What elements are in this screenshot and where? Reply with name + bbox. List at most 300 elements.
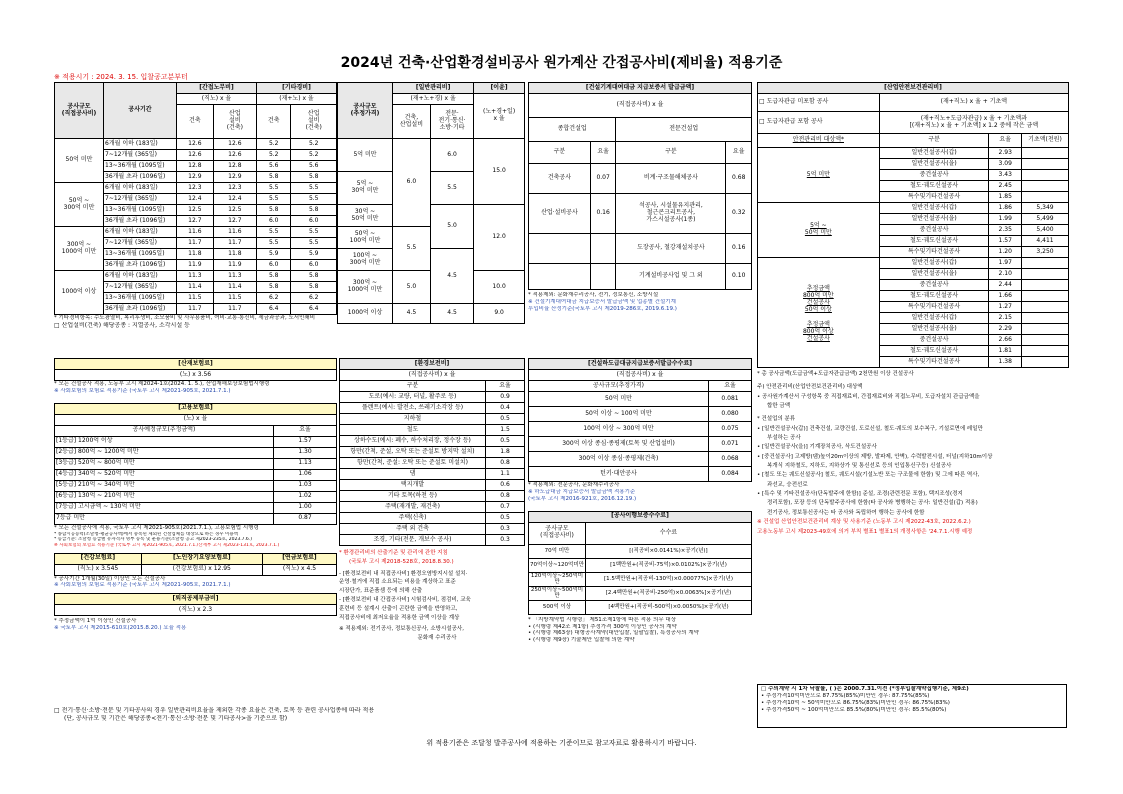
labor-rate: 11.9 [177, 260, 214, 271]
sub-kind: 100억 이상 ~ 300억 미만 [529, 422, 709, 437]
labor-rate: 11.6 [177, 227, 214, 238]
safety-base [1022, 313, 1069, 324]
safety-base: 5,349 [1022, 203, 1069, 214]
safety-note: • [철도 또는 궤도신설공사] 철도, 궤도시설(기설노반 또는 구조물에 한함) 및 그에 따른 역사, [757, 472, 980, 479]
labor-rate: 11.7 [177, 238, 214, 249]
profit-formula: (노+경+일) x 율 [474, 94, 525, 139]
labor-rate: 6.0 [291, 260, 337, 271]
header-plant-2: 산업 설비 (건축) [291, 105, 337, 139]
emp-grade: [1등급] 1200억 이상 [55, 436, 274, 447]
safety-rate: 1.85 [989, 192, 1022, 203]
emp-rate: 1.00 [274, 502, 337, 513]
safety-kind: 일반건설공사(을) [879, 159, 989, 170]
header-env-rate: 요율 [486, 381, 525, 392]
sub-rate: 0.081 [709, 392, 752, 407]
labor-scale: 50억 ~ 300억 미만 [55, 183, 104, 227]
safety-kind: 철도·궤도신설공사 [879, 291, 989, 302]
machine-rate: 0.32 [726, 194, 752, 234]
safety-base [1022, 159, 1069, 170]
emp-rate: 1.13 [274, 458, 337, 469]
labor-rate: 5.8 [291, 205, 337, 216]
header-general-const: 종합건설업 [529, 118, 616, 142]
environment-block [339, 358, 525, 643]
safety-notes [757, 370, 1069, 537]
gen-scale: 300억 ~ 1000억 미만 [338, 271, 393, 304]
safety-note: 부설하는 공사 [767, 435, 801, 442]
health-pension-table [54, 553, 337, 576]
safety-rate: 2.44 [989, 280, 1022, 291]
emp-grade: [4등급] 340억 ~ 520억 미만 [55, 469, 274, 480]
employment-insurance-table [54, 403, 337, 525]
labor-period: 36개월 초과 (1096일) [104, 304, 177, 315]
sub-rate: 0.068 [709, 452, 752, 467]
labor-period: 13~36개월 (1095일) [104, 249, 177, 260]
machine-kind: 비계·구조물해체공사 [616, 164, 726, 194]
labor-rate: 6.2 [256, 293, 290, 304]
env-rate: 0.4 [486, 403, 525, 414]
safety-rate: 2.45 [989, 181, 1022, 192]
labor-rate: 5.2 [291, 150, 337, 161]
header-emp-scale: 공사예정규모(추정금액) [55, 425, 274, 436]
health-note-1: * 공사기간 1개월(30일) 이상인 모든 건설공사 [54, 575, 166, 582]
safety-target: 5억 ~ 50억 미만 [758, 203, 880, 258]
profit-rate: 10.0 [474, 271, 525, 304]
safety-block [757, 82, 1069, 537]
env-note: - [환경보전비 내 간접공사비] 시험검사비, 점검비, 교육 [339, 596, 471, 603]
safety-rate: 1.86 [989, 203, 1022, 214]
safety-kind: 철도·궤도신설공사 [879, 346, 989, 357]
bid-line-2: • 추정가격10억 ~ 50억미만으로 86.75%(83%)미만인 경우: 86.75%(83%) [761, 699, 950, 706]
labor-rate: 6.0 [256, 216, 290, 227]
page-title: 2024년 건축·산업환경설비공사 원가계산 간접공사비(제비율) 적용기준 [340, 55, 783, 71]
machine-rate: 0.16 [726, 234, 752, 264]
header-general-admin: [일반관리비] [393, 83, 474, 94]
sub-rate: 0.084 [709, 467, 752, 482]
perf-fee: [4백만원+(직공비-500억)×0.0050%]×공기(년) [586, 600, 752, 614]
env-formula: (직접공사비) x 율 [340, 370, 525, 381]
labor-rate: 11.4 [213, 282, 256, 293]
bid-line-1: • 추정가격10억미만으로 87.75%(85%)미만인 경우: 87.75%(85%) [761, 692, 930, 699]
general-admin-formula: (재+노+경) x 율 [393, 94, 474, 105]
safety-note: • [일반건설공사(갑)] 건축건설, 교량건설, 도로신설, 철도·궤도의 보수복구, 기설로면에 레일만 [757, 425, 983, 432]
env-rate: 0.5 [486, 513, 525, 524]
labor-period: 7~12개월 (365일) [104, 194, 177, 205]
sub-note-1: * 적용제외: 전문공사, 문화재수리공사 [528, 482, 620, 488]
perf-note-1: * 「지방계약법 시행령」 제51조제1항에 따른 적용 의무 대상 [528, 616, 677, 623]
sub-rate: 0.075 [709, 422, 752, 437]
safety-note: 전기공사, 정보통신공사는 타 공사와 독립하여 행하는 공사에 한함 [767, 509, 925, 516]
emp-note-1: * 모든 건설공사에 적용, 국토부 고시 제2021-905호(2021.7.1.), 고용보험법 시행령 [54, 524, 259, 531]
labor-rate: 5.5 [256, 194, 290, 205]
labor-period: 6개월 이하 (183일) [104, 139, 177, 150]
labor-rate: 5.2 [256, 150, 290, 161]
safety-kind: 일반건설공사(갑) [879, 258, 989, 269]
perf-fee: [1.5백만원+(직공비-130억)×0.00077%]×공기(년) [586, 572, 752, 586]
safety-rate: 1.57 [989, 236, 1022, 247]
safety-kind: 특수및기타건설공사 [879, 192, 989, 203]
emp-grade: 7등급 미만 [55, 513, 274, 524]
safety-note: • [일반건설공사(을)] 기계장치공사, 삭도건설공사 [757, 444, 877, 451]
health-insurance-title: [건강보험료] [55, 553, 142, 564]
emp-rate: 0.87 [274, 513, 337, 524]
env-note: - [환경보전비 내 직접공사비] 환경오염방지시설 설치· [339, 570, 468, 577]
indirect-labor-table [54, 82, 337, 315]
sub-kind: 50억 미만 [529, 392, 709, 407]
sub-kind: 300억 이상 종심·종평제(건축) [529, 452, 709, 467]
gen-arch-rate: 5.0 [393, 271, 431, 304]
labor-rate: 5.5 [256, 227, 290, 238]
gen-arch-rate: 5.5 [393, 227, 431, 271]
sub-rate: 0.071 [709, 437, 752, 452]
safety-rate: 1.97 [989, 258, 1022, 269]
safety-note: ※ 건설업 산업안전보건관리비 계상 및 사용기준 (노동부 고시 제2022-43호, 2022.6.2.) [757, 519, 971, 526]
header-gen-arch: 건축, 산업설비 [393, 105, 431, 139]
header-safety-base: 기초액(천원) [1022, 134, 1069, 148]
env-kind: 철도 [340, 425, 486, 436]
labor-rate: 12.7 [177, 216, 214, 227]
safety-rate: 1.27 [989, 302, 1022, 313]
safety-table [757, 82, 1069, 368]
env-rate: 1.1 [486, 469, 525, 480]
labor-rate: 11.7 [177, 304, 214, 315]
env-note: 운영·철거에 직접 소요되는 비용을 계상하고 표준 [339, 579, 456, 586]
environment-table [339, 358, 525, 546]
labor-rate: 11.7 [213, 238, 256, 249]
gen-scale: 100억 ~ 300억 미만 [338, 249, 393, 271]
safety-base: 5,400 [1022, 225, 1069, 236]
env-note: * 환경관리비의 산출기준 및 관리에 관한 지침 [339, 550, 448, 556]
labor-period: 13~36개월 (1095일) [104, 161, 177, 172]
labor-rate: 12.5 [213, 205, 256, 216]
retirement-formula: (직노) x 2.3 [55, 605, 337, 616]
safety-rate: 2.66 [989, 335, 1022, 346]
safety-base: 3,250 [1022, 247, 1069, 258]
labor-rate: 5.8 [256, 282, 290, 293]
labor-rate: 11.8 [177, 249, 214, 260]
labor-period: 6개월 이하 (183일) [104, 227, 177, 238]
effective-date: ※ 적용시기 : 2024. 3. 15. 입찰공고분부터 [54, 73, 188, 81]
general-admin-block [337, 82, 525, 324]
gen-arch-rate: 4.5 [393, 304, 431, 324]
safety-opt-incl: □ 도급자관급 포함 공사 [758, 112, 880, 134]
labor-rate: 11.5 [177, 293, 214, 304]
safety-rate: 1.99 [989, 214, 1022, 225]
other-expense-formula: (재+노) x 율 [256, 94, 336, 105]
sub-kind: 턴키·대안공사 [529, 467, 709, 482]
perf-scale: 250억이상~500억미만 [529, 586, 586, 600]
machine-kind: 기계설비공사업 및 그 외 [616, 264, 726, 290]
header-plant: 산업 설비 (건축) [213, 105, 256, 139]
env-note: ※ 적용제외: 전기공사, 정보통신공사, 소방시설공사, [339, 626, 464, 633]
gen-spec-rate: 4.5 [430, 304, 473, 324]
safety-opt-excl-formula: (재+직노) x 율 + 기초액 [879, 94, 1068, 112]
header-emp-rate: 요율 [274, 425, 337, 436]
bottom-note-1: □ 전기·통신·소방·전문 및 기타공사의 경우 일반관리비요율을 제외한 각종 요율은 건축, 토목 등 관련 공사업종에 따라 적용 [54, 707, 375, 714]
labor-rate: 6.2 [291, 293, 337, 304]
retirement-title: [퇴직공제부금비] [55, 594, 337, 605]
safety-kind: 일반건설공사(갑) [879, 313, 989, 324]
safety-note: 과선교, 승전선로 [767, 481, 808, 488]
emp-rate: 1.57 [274, 436, 337, 447]
labor-rate: 12.8 [213, 161, 256, 172]
safety-title: [산업안전보건관리비] [758, 83, 1069, 94]
env-note: 직접공사비에 최저요율을 적용한 금액 이상을 계상 [339, 614, 460, 621]
labor-rate: 5.9 [291, 249, 337, 260]
env-rate: 0.9 [486, 392, 525, 403]
machine-guarantee-block [528, 82, 752, 313]
env-note: 훈련비 등 설계시 산출이 곤란한 금액을 반영하고, [339, 605, 458, 612]
header-safety-kind: 구분 [879, 134, 989, 148]
safety-opt-excl: □ 도급자관급 미포함 공사 [758, 94, 880, 112]
perf-title: [공사이행보증수수료] [529, 511, 752, 522]
safety-kind: 중건설공사 [879, 280, 989, 291]
header-gen-scale: 공사규모 (추정가격) [338, 83, 393, 139]
safety-kind: 중건설공사 [879, 170, 989, 181]
machine-kind: 산업·설비공사 [529, 194, 591, 234]
labor-period: 7~12개월 (365일) [104, 150, 177, 161]
safety-kind: 일반건설공사(을) [879, 214, 989, 225]
header-sub-rate: 요율 [709, 381, 752, 392]
labor-scale: 50억 미만 [55, 139, 104, 183]
env-note: 문화재 수리공사 [417, 635, 457, 642]
labor-scale: 1000억 이상 [55, 271, 104, 315]
safety-base [1022, 148, 1069, 159]
labor-period: 6개월 이하 (183일) [104, 183, 177, 194]
emp-grade: [2등급] 800억 ~ 1200억 미만 [55, 447, 274, 458]
gen-spec-rate: 5.0 [430, 205, 473, 249]
env-rate: 0.3 [486, 535, 525, 546]
safety-base [1022, 280, 1069, 291]
header-special-const: 전문건설업 [616, 118, 752, 142]
labor-rate: 12.7 [213, 216, 256, 227]
safety-base [1022, 335, 1069, 346]
accident-insurance-title: [산재보험료] [55, 359, 337, 370]
bottom-note-2: (단, 공사규모 및 기간은 해당공종<전기·통신·소방·전문 및 기타공사>을 기준으로 함) [64, 714, 288, 722]
labor-rate: 12.6 [213, 150, 256, 161]
header-perf-scale: 공사규모 (직접공사비) [529, 522, 586, 544]
labor-rate: 12.6 [213, 139, 256, 150]
subcontract-table [528, 358, 752, 482]
safety-kind: 특수및기타건설공사 [879, 247, 989, 258]
safety-note: 주) 안전관리비(산업안전보건관리비) 대상액 [757, 384, 863, 391]
labor-rate: 12.6 [177, 150, 214, 161]
header-rate-2: 요율 [726, 142, 752, 164]
safety-opt-incl-formula-1: (재+직노+도급자관급) x 율 + 기초액과 [920, 114, 1027, 122]
labor-rate: 11.5 [213, 293, 256, 304]
env-rate: 0.5 [486, 414, 525, 425]
gen-scale: 1000억 이상 [338, 304, 393, 324]
emp-grade: [5등급] 210억 ~ 340억 미만 [55, 480, 274, 491]
gen-scale: 50억 ~ 100억 미만 [338, 227, 393, 249]
labor-rate: 11.3 [213, 271, 256, 282]
labor-rate: 5.5 [291, 194, 337, 205]
header-arch: 건축 [177, 105, 214, 139]
labor-rate: 5.5 [256, 183, 290, 194]
safety-base [1022, 346, 1069, 357]
perf-note-3: • (시행령 제63장) 대형공사계약(대안입찰, 일괄입찰), 특정공사의 계약 [528, 630, 699, 637]
safety-kind: 특수및기타건설공사 [879, 302, 989, 313]
machine-kind: 도장공사, 철강재설치공사 [616, 234, 726, 264]
header-scale: 공사규모 (직접공사비) [55, 83, 104, 139]
safety-base [1022, 258, 1069, 269]
labor-rate: 5.8 [291, 271, 337, 282]
labor-rate: 6.0 [256, 260, 290, 271]
labor-rate: 5.6 [291, 161, 337, 172]
labor-period: 13~36개월 (1095일) [104, 293, 177, 304]
labor-period: 13~36개월 (1095일) [104, 205, 177, 216]
emp-grade: [3등급] 520억 ~ 800억 미만 [55, 458, 274, 469]
machine-kind: 건축공사 [529, 164, 591, 194]
emp-rate: 1.03 [274, 480, 337, 491]
safety-base [1022, 291, 1069, 302]
bid-title: □ 수의계약 시 1차 낙찰률, ( )은 2000.7.31.이전 (*정부입찰계약집행기준, 제9조) [761, 686, 969, 692]
safety-kind: 일반건설공사(을) [879, 324, 989, 335]
perf-fee: [(직공비×0.0141%)×공기(년)] [586, 544, 752, 558]
safety-rate: 1.38 [989, 357, 1022, 368]
emp-rate: 1.02 [274, 491, 337, 502]
safety-base [1022, 170, 1069, 181]
safety-note: • [중건설공사] 고제방(댐)높이20m이상의 제방, 발파제, 안벽), 수력발전시설, 터널(지하10m이상 [757, 453, 993, 460]
pension-title: [연금보험료] [262, 553, 336, 564]
employment-insurance-title: [고용보험료] [55, 403, 337, 414]
labor-rate: 12.9 [177, 172, 214, 183]
safety-opt-incl-formula-2: [(재+직노) x 율 + 기초액] x 1.2 중에 작은 금액 [909, 121, 1039, 129]
env-rate: 0.7 [486, 502, 525, 513]
safety-kind: 철도·궤도신설공사 [879, 236, 989, 247]
safety-kind: 특수및기타건설공사 [879, 357, 989, 368]
gen-spec-rate: 5.5 [430, 172, 473, 205]
env-kind: 지하철 [340, 414, 486, 425]
machine-note-2: ※ 건설기계대여대금 지급보증서 발급금액 및 업종별 건설기계 [528, 298, 676, 305]
labor-rate: 5.8 [256, 205, 290, 216]
labor-period: 7~12개월 (365일) [104, 282, 177, 293]
labor-period: 36개월 초과 (1096일) [104, 216, 177, 227]
labor-rate: 5.2 [291, 139, 337, 150]
perf-scale: 120억이상~250억미만 [529, 572, 586, 586]
machine-rate: 0.10 [726, 264, 752, 290]
machine-rate: 0.16 [590, 194, 616, 234]
longterm-care-formula: (건강보험료) x 12.95 [141, 564, 262, 575]
perf-note-2: • (시행령 제42조 제1항) 추정가격 300억 이상인 공사의 계약 [528, 623, 677, 630]
accident-insurance-table [54, 358, 337, 381]
env-kind: 주택(신축) [340, 513, 486, 524]
safety-rate: 2.93 [989, 148, 1022, 159]
profit-rate: 9.0 [474, 304, 525, 324]
gen-scale: 5억 미만 [338, 139, 393, 172]
labor-rate: 5.8 [291, 282, 337, 293]
env-kind: 항만(간척, 준설, 오탁 또는 준설토 방지막 설치) [340, 447, 486, 458]
labor-rate: 11.9 [213, 260, 256, 271]
gen-arch-rate: 6.0 [393, 139, 431, 227]
bid-line-3: • 추정가격50억 ~ 100억미만으로 85.5%(80%)미만인 경우: 85.5%(80%) [761, 706, 947, 713]
perf-note-4: • (시행령 제9장) 기술제안 입찰에 의한 계약 [528, 637, 635, 644]
safety-kind: 일반건설공사(갑) [879, 203, 989, 214]
env-rate: 0.5 [486, 436, 525, 447]
env-rate: 0.6 [486, 480, 525, 491]
pension-formula: (직노) x 4.5 [262, 564, 336, 575]
header-indirect-labor: [간접노무비] [177, 83, 257, 94]
header-kind: 구분 [529, 142, 591, 164]
retirement-table [54, 593, 337, 616]
safety-note: 정리포함), 포장 등의 단독발주공사에 한함(타 공사와 병행하는 공사: 일반건설(갑) 적용) [767, 500, 978, 507]
machine-note-1: * 적용제외: 문화재수리공사, 전기, 정보통신, 소방시설 [528, 292, 659, 298]
safety-base: 4,411 [1022, 236, 1069, 247]
accident-insurance-formula: (노) x 3.56 [55, 370, 337, 381]
safety-note: * 건설업의 분류 [757, 416, 796, 423]
safety-rate: 1.81 [989, 346, 1022, 357]
safety-note: • [특수 및 기타건설공사(단독발주에 한함)] 준설, 조경(관련전문 포함), 택지조성(경지 [757, 491, 963, 498]
env-rate: 1.5 [486, 425, 525, 436]
labor-rate: 5.5 [291, 238, 337, 249]
safety-rate: 3.09 [989, 159, 1022, 170]
labor-period: 36개월 초과 (1096일) [104, 172, 177, 183]
gen-spec-rate: 4.5 [430, 249, 473, 304]
sub-note-3: (국토부 고시 제2016-921호, 2016.12.19.) [528, 495, 637, 502]
profit-rate: 15.0 [474, 139, 525, 205]
safety-base: 5,499 [1022, 214, 1069, 225]
sub-kind: 50억 이상 ~ 100억 미만 [529, 407, 709, 422]
safety-base [1022, 324, 1069, 335]
machine-guarantee-table [528, 82, 752, 290]
labor-rate: 6.4 [291, 304, 337, 315]
retirement-note-2: ※ 국토부 고시 제2015-610호(2015.8.20.) 요율 적용 [54, 625, 187, 632]
safety-kind: 중건설공사 [879, 225, 989, 236]
labor-rate: 12.4 [213, 194, 256, 205]
labor-rate: 6.4 [256, 304, 290, 315]
longterm-care-title: [노인장기요양보험료] [141, 553, 262, 564]
gen-scale: 30억 ~ 50억 미만 [338, 205, 393, 227]
env-kind: 댐 [340, 469, 486, 480]
safety-note: • 공사원가계산서 구성항목 중 직접재료비, 간접재료비와 직접노무비, 도급자설치 관급금액을 [757, 393, 980, 400]
env-rate: 0.8 [486, 491, 525, 502]
emp-grade: [6등급] 130억 ~ 210억 미만 [55, 491, 274, 502]
indirect-labor-formula: (직노) x 율 [177, 94, 257, 105]
labor-rate: 12.4 [177, 194, 214, 205]
safety-kind: 중건설공사 [879, 335, 989, 346]
labor-rate: 5.2 [256, 139, 290, 150]
header-profit: [이윤] [474, 83, 525, 94]
emp-rate: 1.30 [274, 447, 337, 458]
perf-fee: [2.4백만원+(직공비-250억)×0.0063%]×공기(년) [586, 586, 752, 600]
env-kind: 플랜트(예시: 발전소, 쓰레기소각장 등) [340, 403, 486, 414]
health-insurance-formula: (직노) x 3.545 [55, 564, 142, 575]
perf-scale: 70억이상~120억미만 [529, 558, 586, 572]
general-admin-table [337, 82, 525, 324]
insurance-block [54, 358, 337, 632]
machine-formula: (직접공사비) x 율 [529, 94, 752, 118]
sub-formula: (직접공사비) x 율 [529, 370, 752, 381]
safety-kind: 일반건설공사(을) [879, 269, 989, 280]
machine-rate: 0.07 [590, 164, 616, 194]
safety-rate: 2.35 [989, 225, 1022, 236]
header-other-expense: [기타경비] [256, 83, 336, 94]
labor-period: 6개월 이하 (183일) [104, 271, 177, 282]
safety-base [1022, 302, 1069, 313]
safety-rate: 1.66 [989, 291, 1022, 302]
labor-note-1: * 기타경비항목: 수도광열비, 복리후생비, 소모품비 및 사무용품비, 여비·교통·통신비, 세금과공과, 도서인쇄비 [54, 315, 316, 321]
bottom-note-block [54, 707, 524, 722]
labor-table-block [54, 82, 337, 329]
labor-rate: 5.8 [291, 172, 337, 183]
labor-scale: 300억 ~ 1000억 미만 [55, 227, 104, 271]
labor-period: 36개월 초과 (1096일) [104, 260, 177, 271]
labor-rate: 5.8 [256, 271, 290, 282]
header-safety-rate: 요율 [989, 134, 1022, 148]
safety-sub-target: 추정금액 800억 미만 건설공사 [802, 285, 834, 307]
env-kind: 조경, 기타(전문, 개보수 공사) [340, 535, 486, 546]
env-kind: 항만(간척, 준설: 오탁 또는 준설토 미설치) [340, 458, 486, 469]
labor-rate: 12.5 [177, 205, 214, 216]
